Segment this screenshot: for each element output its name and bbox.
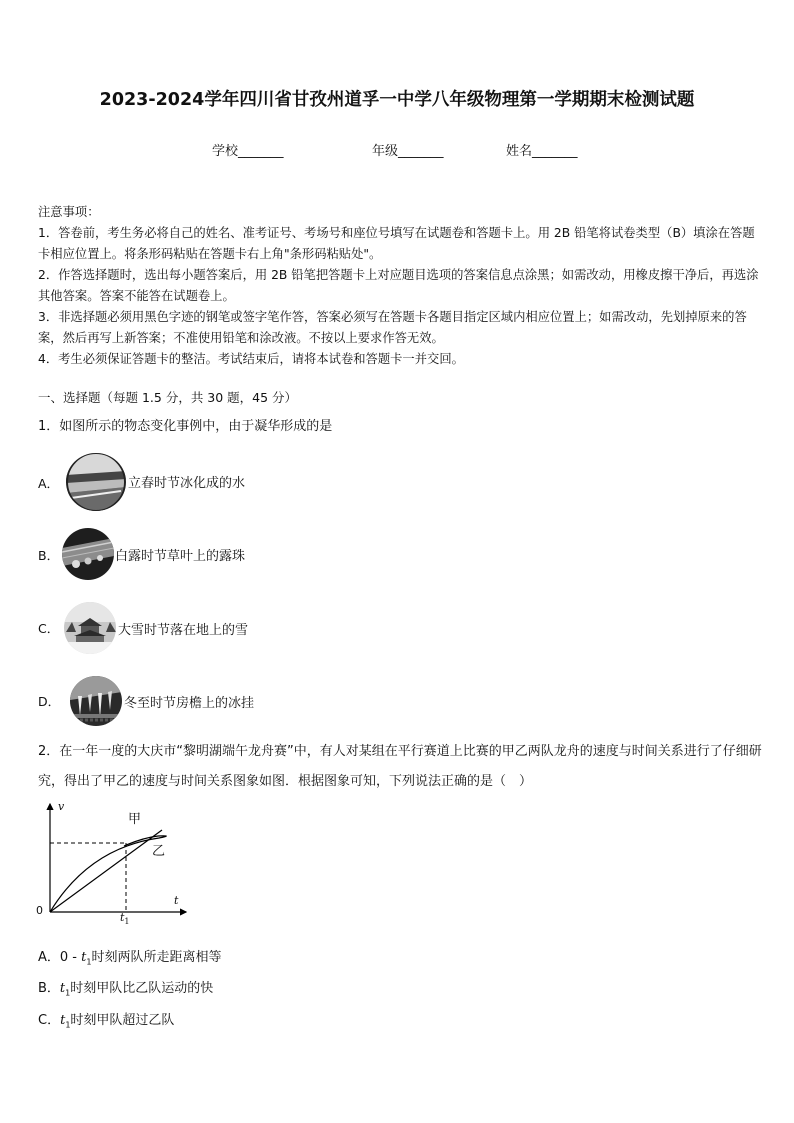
origin-label: 0 [36,904,43,917]
thawing-ice-photo [66,453,126,511]
t1-label: $t_1$ [120,911,130,927]
q2-option-a: A．$0 - t_1$时刻两队所走距离相等 [38,950,222,967]
curve-yi [50,836,166,912]
q1-option-d-text: 冬至时节房檐上的冰挂 [124,696,255,711]
name-field: 姓名_______ [506,144,578,159]
q2-option-b: B．$t_1$时刻甲队比乙队运动的快 [38,981,214,998]
x-axis-label: t [174,894,179,907]
school-field: 学校_______ [212,144,284,159]
q2-option-c: C．$t_1$时刻甲队超过乙队 [38,1013,175,1030]
jia-label: 甲 [128,812,142,827]
page-title: 2023-2024学年四川省甘孜州道孚一中学八年级物理第一学期期末检测试题 [99,90,695,110]
notes-block [38,202,760,370]
q1-option-a-text: 立春时节冰化成的水 [128,476,246,491]
y-axis-label: v [58,800,65,813]
note-item-4: 4．考生必须保证答题卡的整洁。考试结束后，请将本试卷和答题卡一并交回。 [38,352,464,366]
note-item-2: 2．作答选择题时，选出每小题答案后，用 2B 铅笔把答题卡上对应题目选项的答案信息点涂黑；如需改动，用橡皮擦干净后，再选涂其他答案。答案不能答在试题卷上。 [38,268,759,303]
dew-drops-photo [62,528,114,580]
icicles-photo [70,676,122,726]
q1-option-c-letter: C． [38,621,60,636]
q1-option-a-letter: A． [38,476,60,491]
yi-label: 乙 [152,844,166,859]
grade-field: 年级_______ [372,144,444,159]
note-item-1: 1．答卷前，考生务必将自己的姓名、准考证号、考场号和座位号填写在试题卷和答题卡上。用 2B 铅笔将试卷类型（B）填涂在答题卡相应位置上。将条形码粘贴在答题卡右上角"条形码粘贴处"。 [38,226,755,261]
section-heading: 一、选择题（每题 1.5 分，共 30 题，45 分） [38,390,298,405]
q1-option-b-letter: B． [38,548,60,563]
q1-option-d-letter: D． [38,694,61,709]
question-1-stem: 1．如图所示的物态变化事例中，由于凝华形成的是 [38,419,333,434]
q1-option-b-text: 白露时节草叶上的露珠 [115,549,246,564]
notes-heading: 注意事项： [38,205,100,219]
velocity-time-graph [34,800,194,930]
q1-option-c-text: 大雪时节落在地上的雪 [118,623,249,638]
note-item-3: 3．非选择题必须用黑色字迹的钢笔或签字笔作答，答案必须写在答题卡各题目指定区域内相应位置上；如需改动，先划掉原来的答案，然后再写上新答案；不准使用铅笔和涂改液。不按以上要求作答无效。 [38,310,747,345]
question-2-stem: 2．在一年一度的大庆市“黎明湖端午龙舟赛”中，有人对某组在平行赛道上比赛的甲乙两队龙舟的速度与时间关系进行了仔细研究，得出了甲乙的速度与时间关系图象如图．根据图象可知，下列说法正确的是（ ） [38,744,762,789]
line-jia [50,830,162,912]
snow-temple-photo [64,602,116,654]
